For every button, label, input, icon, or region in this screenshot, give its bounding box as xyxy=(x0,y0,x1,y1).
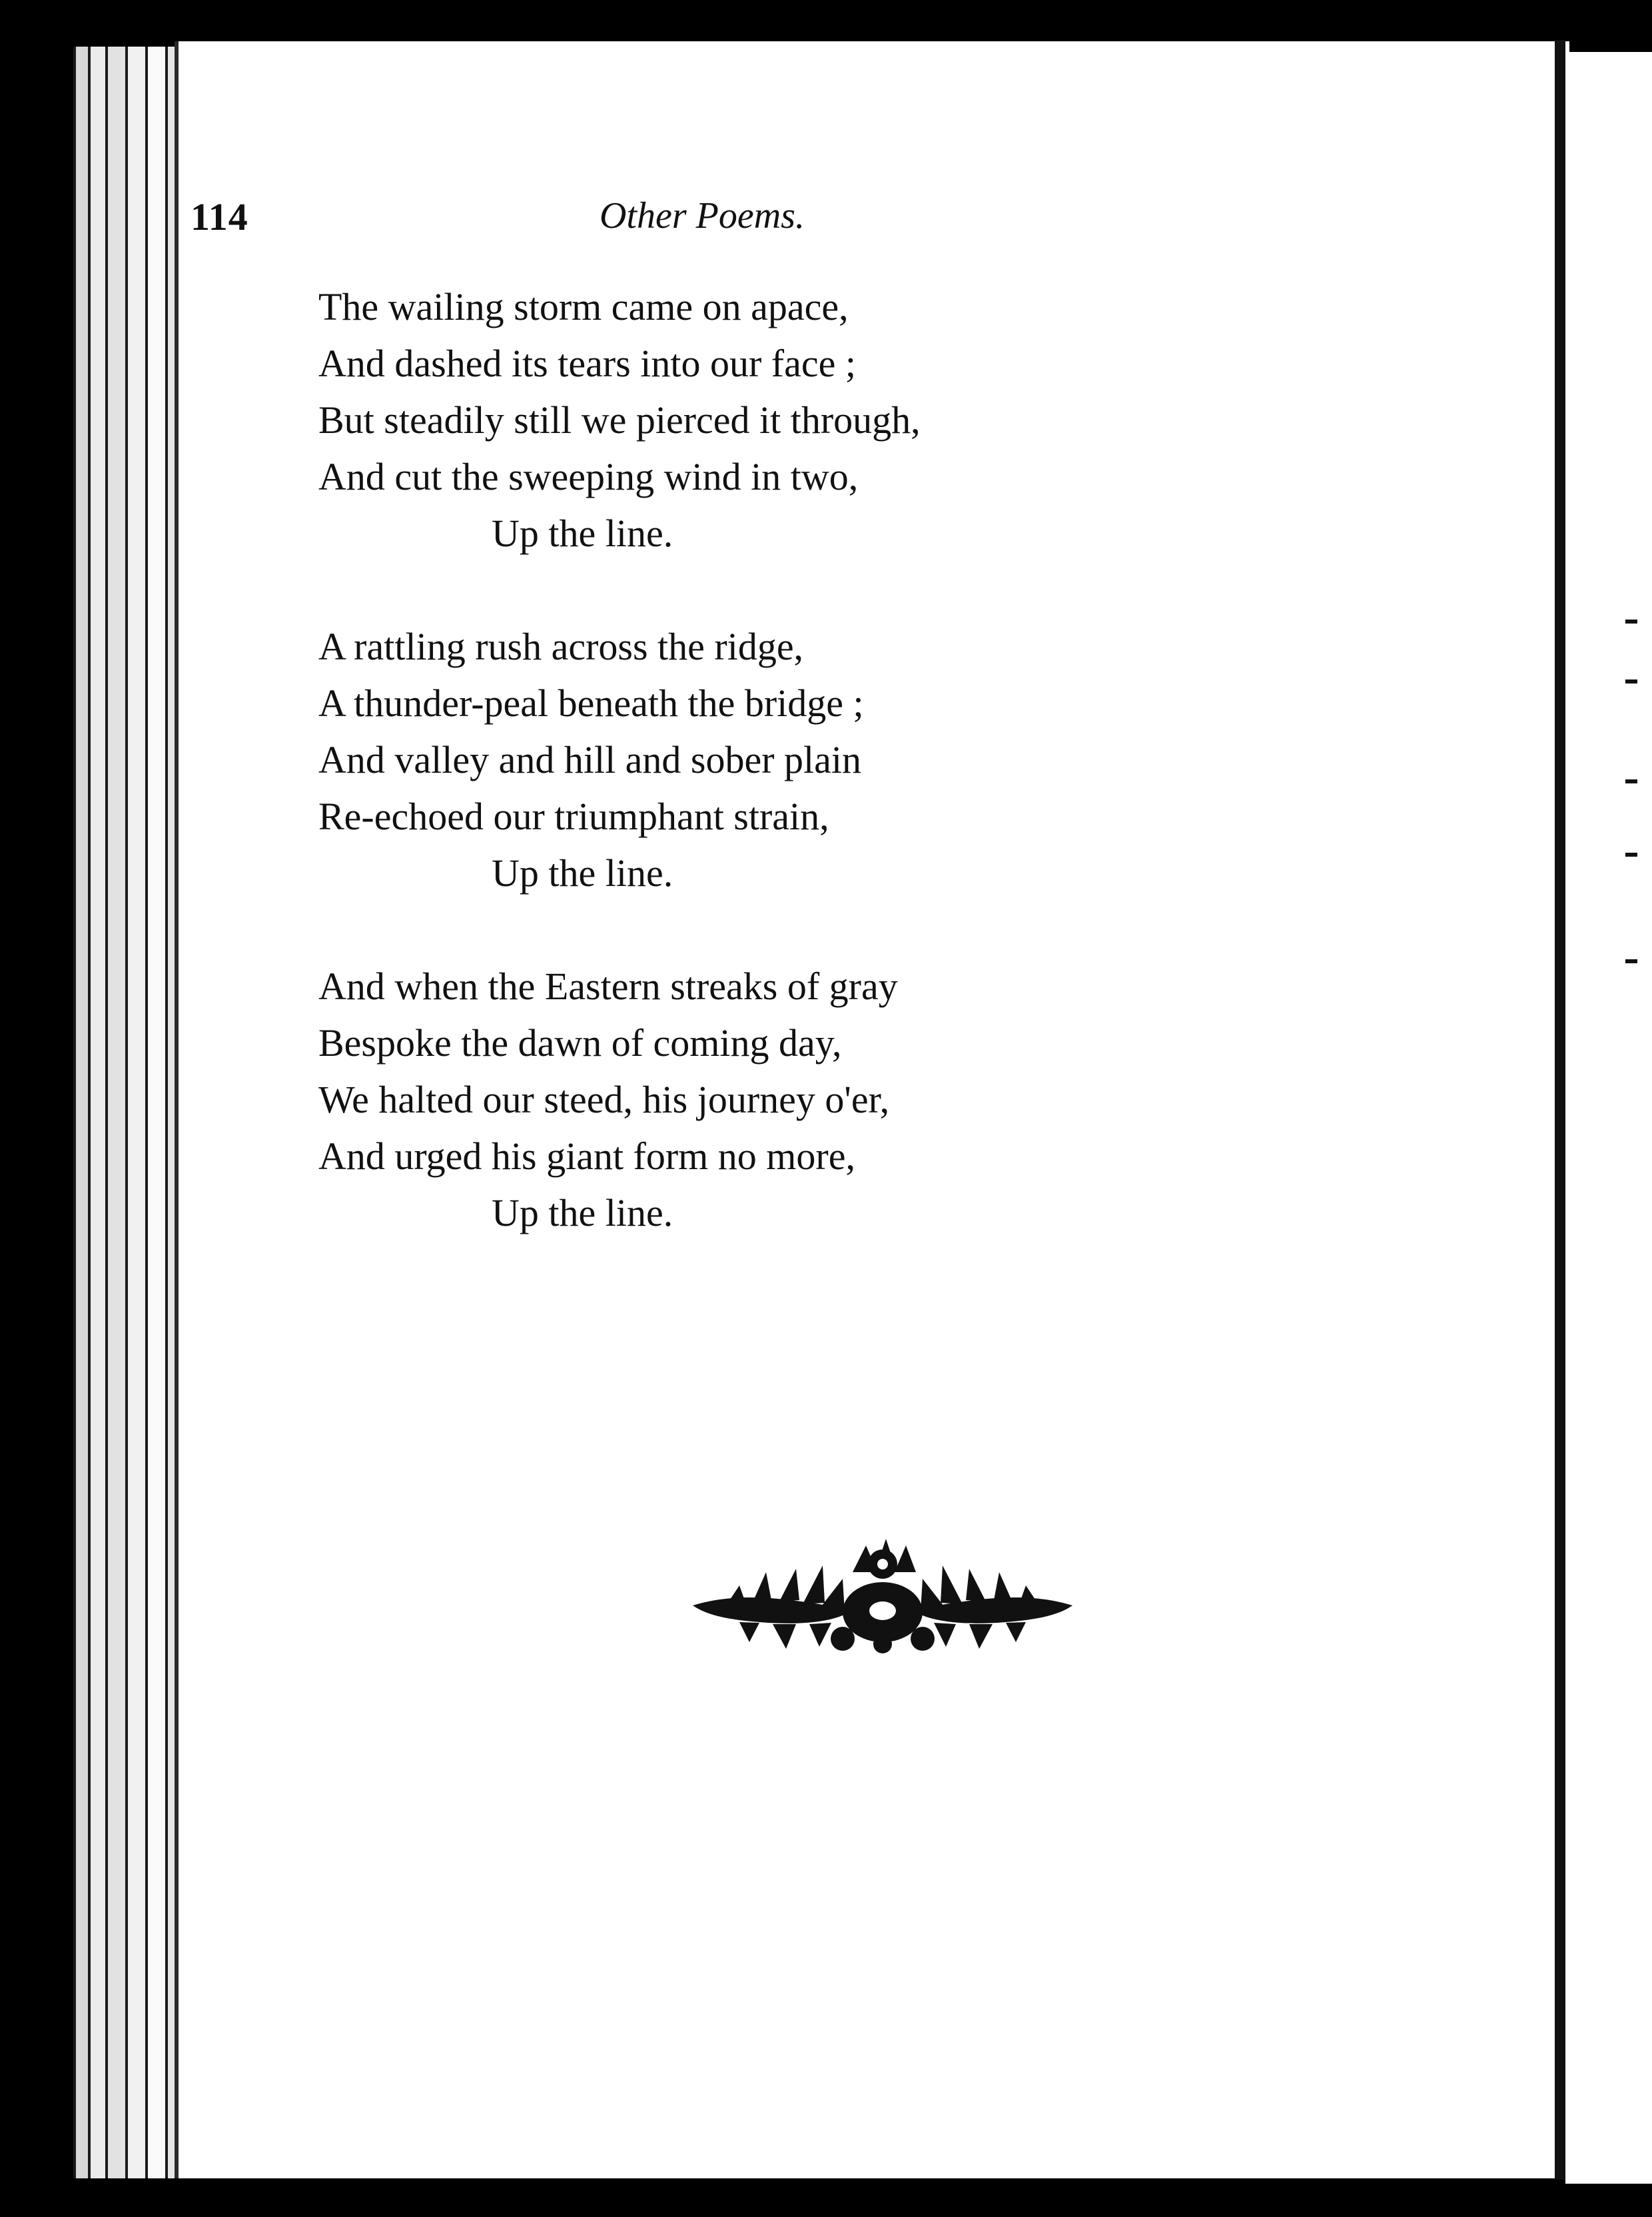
stanza-3 xyxy=(318,958,1318,1241)
poem-line: And cut the sweeping wind in two, xyxy=(318,455,859,498)
poem-refrain: Up the line. xyxy=(492,512,673,555)
poem-line: A rattling rush across the ridge, xyxy=(318,625,804,668)
page-number: 114 xyxy=(191,195,248,238)
poem-line: A thunder-peal beneath the bridge ; xyxy=(318,681,864,725)
poem-line: And urged his giant form no more, xyxy=(318,1134,855,1178)
stanza-1 xyxy=(318,278,1318,562)
running-title: Other Poems. xyxy=(600,195,805,236)
poem-refrain: Up the line. xyxy=(492,1191,673,1234)
book-gutter xyxy=(1555,40,1565,2180)
facing-page-mark xyxy=(1625,620,1637,624)
floral-tailpiece-icon xyxy=(686,1532,1079,1665)
page-edges xyxy=(73,47,187,2178)
poem-line: But steadily still we pierced it through, xyxy=(318,398,921,442)
poem-line: The wailing storm came on apace, xyxy=(318,285,849,328)
poem-line: And when the Eastern streaks of gray xyxy=(318,965,898,1008)
poem-line: Bespoke the dawn of coming day, xyxy=(318,1021,842,1065)
facing-page-mark xyxy=(1625,853,1637,857)
stanza-2 xyxy=(318,618,1318,901)
poem-body xyxy=(318,278,1318,1298)
poem-refrain: Up the line. xyxy=(492,851,673,895)
poem-line: Re-echoed our triumphant strain, xyxy=(318,795,829,838)
facing-page-edge xyxy=(1565,52,1652,2184)
facing-page-mark xyxy=(1625,779,1637,783)
poem-line: And dashed its tears into our face ; xyxy=(318,342,856,385)
running-head xyxy=(0,195,1652,248)
poem-line: And valley and hill and sober plain xyxy=(318,738,862,781)
facing-page-mark xyxy=(1625,679,1637,683)
poem-line: We halted our steed, his journey o'er, xyxy=(318,1078,890,1121)
facing-page-mark xyxy=(1625,959,1637,963)
